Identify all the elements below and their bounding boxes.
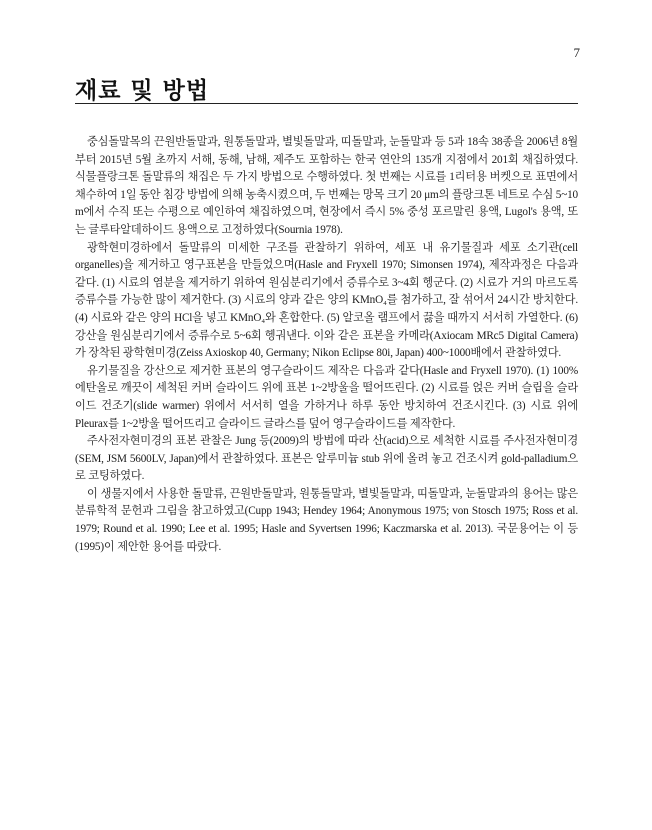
section-title: 재료 및 방법 (75, 77, 210, 104)
title-rule (75, 103, 578, 104)
paragraph-light-microscopy: 광학현미경하에서 돌말류의 미세한 구조를 관찰하기 위하여, 세포 내 유기물질과 세포 소기관(cell organelles)을 제거하고 영구표본을 만들었으며(Hasle and Fryxell 1970; Simonsen 1974), 제작과정은 다음과 같다. (1) 시료의 염분을 제거하기 위하여 원심분리기에서 증류수로 3~4회 헹군다. (2) 시료가 거의 마르도록 증류수를 가능한 많이 제거한다. (3) 시료의 양과 같은 양의 KMnO₄를 첨가하고, 잘 섞어서 24시간 방치한다. (4) 시료와 같은 양의 HCl을 넣고 KMnO₄와 혼합한다. (5) 알코올 램프에서 끓을 때까지 서서히 가열한다. (6) 강산을 원심분리기에서 증류수로 5~6회 헹궈낸다. 이와 같은 표본을 카메라(Axiocam MRc5 Digital Camera)가 장착된 광학현미경(Zeiss Axioskop 40, Germany; Nikon Eclipse 80i, Japan) 400~1000배에서 관찰하였다. (75, 241, 578, 360)
paragraph-terminology: 이 생물지에서 사용한 돌말류, 끈원반돌말과, 원통돌말과, 별빛돌말과, 띠돌말과, 눈돌말과의 용어는 많은 분류학적 문헌과 그림을 참고하였고(Cupp 1943; Hendey 1964; Anonymous 1975; von Stosch 1975; Ross et al. 1979; Round et al. 1990; Lee et al. 1995; Hasle and Syvertsen 1996; Kaczmarska et al. 2013). 국문용어는 이 등(1995)이 제안한 용어를 따랐다. (75, 487, 578, 553)
paragraph-collection: 중심돌말목의 끈원반돌말과, 원통돌말과, 별빛돌말과, 띠돌말과, 눈돌말과 등 5과 18속 38종을 2006년 8월부터 2015년 5월 초까지 서해, 동해, 남해, 제주도 포함하는 한국 연안의 135개 지점에서 201회 채집하였다. 식물플랑크톤 돌말류의 채집은 두 가지 방법으로 수행하였다. 첫 번째는 시료를 1리터용 버켓으로 표면에서 채수하여 1일 동안 침강 방법에 의해 농축시켰으며, 두 번째는 망목 크기 20 μm의 플랑크톤 네트로 수심 5~10 m에서 수직 또는 수평으로 예인하여 채집하였으며, 현장에서 즉시 5% 중성 포르말린 용액, Lugol's 용액, 또는 글루타알데하이드 용액으로 고정하였다(Sournia 1978). (75, 136, 578, 236)
paragraph-sem: 주사전자현미경의 표본 관찰은 Jung 등(2009)의 방법에 따라 산(acid)으로 세척한 시료를 주사전자현미경(SEM, JSM 5600LV, Japan)에서 관찰하였다. 표본은 알루미늄 stub 위에 올려 놓고 건조시켜 gold-palladium으로 코팅하였다. (75, 435, 578, 483)
paragraph-permanent-slides: 유기물질을 강산으로 제거한 표본의 영구슬라이드 제작은 다음과 같다(Hasle and Fryxell 1970). (1) 100% 에탄올로 깨끗이 세척된 커버 슬라이드 위에 표본 1~2방울을 떨어뜨린다. (2) 시료를 얹은 커버 슬립을 슬라이드 건조기(slide warmer) 위에서 서서히 열을 가하거나 하루 동안 방치하여 건조시킨다. (3) 시료 위에 Pleurax를 1~2방울 떨어뜨리고 슬라이드 글라스를 덮어 영구슬라이드를 제작한다. (75, 364, 578, 430)
page-number: 7 (573, 45, 580, 60)
body-text (75, 134, 578, 556)
